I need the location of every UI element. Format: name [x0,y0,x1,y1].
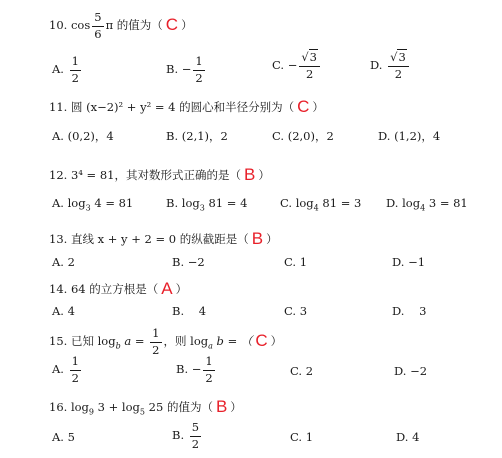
option-a: A. 5 [52,430,75,444]
option-a: A. 4 [52,304,75,318]
option-d: D. −1 [392,255,426,269]
option-c: C. − $\frac{√3}{2}$ [272,52,322,80]
square-root: √3 [301,50,317,64]
option-b: B. $\log_3 81 = 4$ [166,196,248,213]
question-number: 12. [49,168,68,182]
fraction: $\frac{√3}{2}$ [299,52,320,80]
option-b: B. 4 [172,304,207,318]
option-d: D. $\log_4 3 = 81$ [386,196,468,213]
answer-mark: C [297,97,310,116]
option-c: C. (2,0)，2 [272,129,334,143]
question-text: 3⁴ = 81，其对数形式正确的是（ [70,168,241,182]
option-d: D. $\frac{√3}{2}$ [370,52,411,80]
question-text: 64 的立方根是（ [70,282,159,296]
option-b: B. − $\frac{1}{2}$ [166,54,203,85]
option-d: D. (1,2)，4 [378,129,441,143]
option-c: C. 3 [284,304,308,318]
question-15-stem: 15. 已知 $\log_b a$ = $\frac{1}{2}$ ，则 $\log_a b$ = （ C ） [49,326,283,357]
option-b: B. − $\frac{1}{2}$ [176,354,213,385]
question-13-stem: 13. 直线 x + y + 2 = 0 的纵截距是（ B ） [49,229,278,248]
option-b: B. −2 [172,255,205,269]
option-b: B. $\frac{5}{2}$ [172,420,200,451]
question-number: 11. [49,100,68,114]
question-number: 14. [49,282,68,296]
answer-mark: B [251,229,264,248]
question-number: 16. [49,400,68,414]
fraction: $\frac{1}{2}$ [205,354,213,385]
fraction: $\frac{1}{2}$ [71,54,79,85]
option-a: A. (0,2)，4 [52,129,114,143]
option-a: A. $\frac{1}{2}$ [52,54,79,85]
option-a: A. 2 [52,255,75,269]
question-number: 10. [49,18,68,32]
question-14-stem: 14. 64 的立方根是（ A ） [49,279,188,298]
answer-mark: A [161,279,173,298]
question-16-stem: 16. $\log_9 3 + \log_5 25$ 的值为（ B ） [49,397,242,417]
pi-symbol: π [105,18,114,32]
question-text: 直线 x + y + 2 = 0 的纵截距是（ [70,232,249,246]
question-12-stem: 12. 3⁴ = 81，其对数形式正确的是（ B ） [49,165,270,184]
question-number: 15. [49,334,68,348]
question-number: 13. [49,232,68,246]
answer-mark: C [255,331,268,350]
fraction: $\frac{1}{2}$ [195,54,203,85]
square-root: √3 [390,50,406,64]
fraction: $\frac{1}{2}$ [152,326,160,357]
option-d: D. 3 [392,304,427,318]
option-c: C. $\log_4 81 = 3$ [280,196,362,213]
question-text: 圆 (x−2)² + y² = 4 的圆心和半径分别为（ [70,100,295,114]
option-a: A. $\log_3 4 = 81$ [52,196,134,213]
question-text: 的值为（ [113,18,163,32]
answer-mark: C [165,15,179,34]
cos-function: cos [70,18,91,32]
answer-mark: B [215,397,228,416]
fraction: $\frac{√3}{2}$ [388,52,409,80]
option-c: C. 2 [290,364,314,378]
option-c: C. 1 [290,430,314,444]
fraction: $\frac{5}{6}$ [94,10,102,41]
option-a: A. $\frac{1}{2}$ [52,354,79,385]
question-11-stem: 11. 圆 (x−2)² + y² = 4 的圆心和半径分别为（ C ） [49,97,324,116]
fraction: $\frac{5}{2}$ [191,420,200,451]
option-c: C. 1 [284,255,308,269]
question-10-stem: 10. cos $\frac{5}{6}$ π 的值为（ C ） [49,10,193,41]
answer-mark: B [243,165,256,184]
option-b: B. (2,1)，2 [166,129,228,143]
option-d: D. 4 [396,430,420,444]
option-d: D. −2 [394,364,428,378]
fraction: $\frac{1}{2}$ [71,354,79,385]
